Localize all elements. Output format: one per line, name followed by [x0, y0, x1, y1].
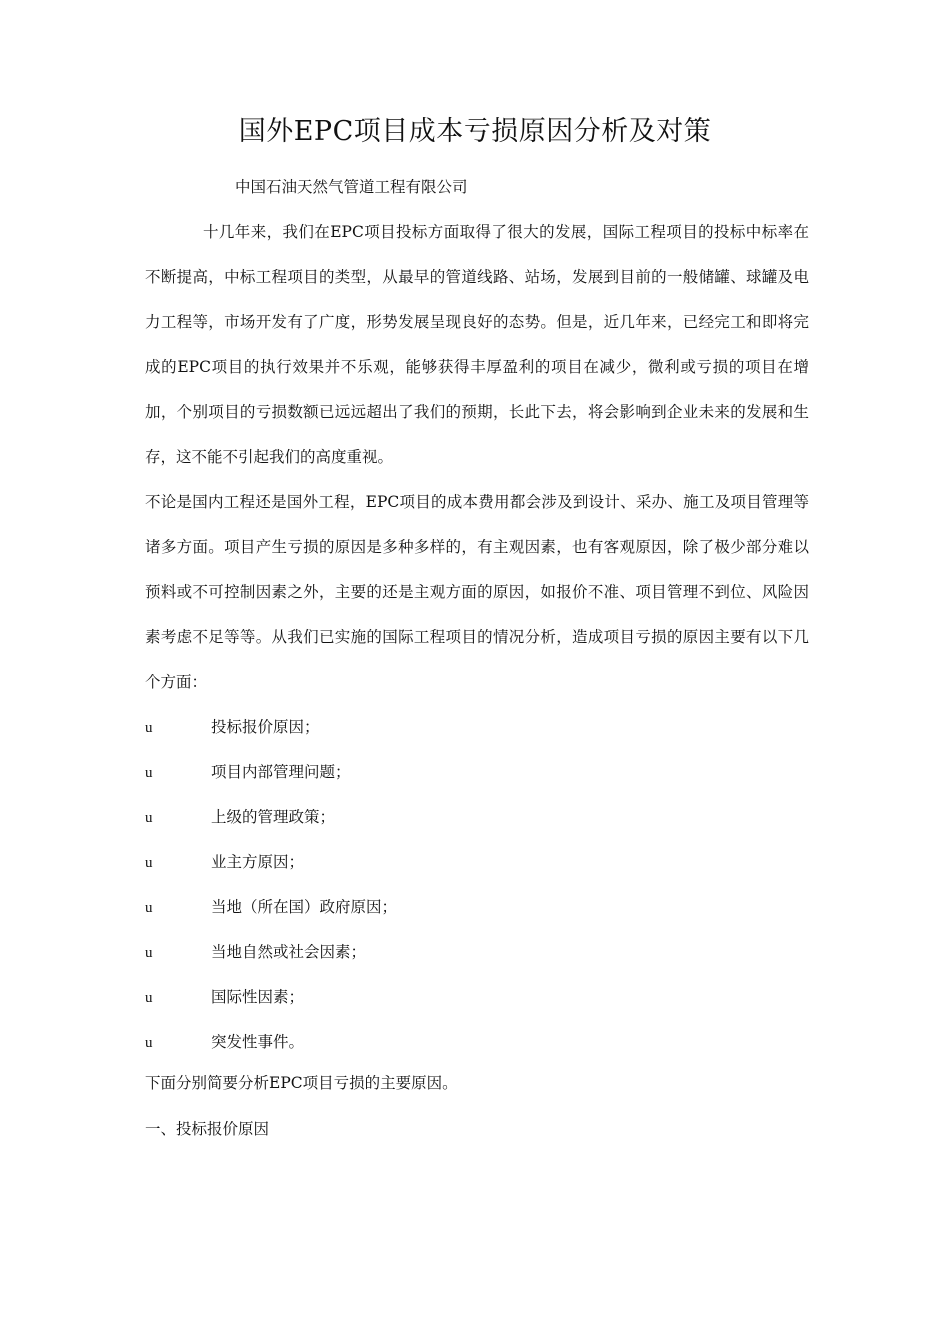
list-item-text: 当地自然或社会因素； [211, 943, 367, 961]
list-item [145, 885, 397, 930]
list-item [145, 750, 397, 795]
list-item [145, 705, 397, 750]
document-author: 中国石油天然气管道工程有限公司 [235, 178, 468, 196]
section-heading: 一、投标报价原因 [145, 1120, 270, 1138]
bullet-marker: u [145, 1035, 153, 1051]
list-item-text: 投标报价原因； [211, 718, 320, 736]
bullet-marker: u [145, 990, 153, 1006]
list-item-text: 当地（所在国）政府原因； [211, 898, 398, 916]
list-item-text: 突发性事件。 [211, 1033, 305, 1051]
bullet-marker: u [145, 900, 153, 916]
list-item [145, 795, 397, 840]
list-item-text: 项目内部管理问题； [211, 763, 351, 781]
list-item-text: 上级的管理政策； [211, 808, 336, 826]
list-item-text: 国际性因素； [211, 988, 305, 1006]
cause-list [145, 705, 397, 1065]
paragraph-causes: 不论是国内工程还是国外工程，EPC项目的成本费用都会涉及到设计、采办、施工及项目管理等诸多方面。项目产生亏损的原因是多种多样的，有主观因素，也有客观原因，除了极少部分难以预料或不可控制因素之外，主要的还是主观方面的原因，如报价不准、项目管理不到位、风险因素考虑不足等等。从我们已实施的国际工程项目的情况分析，造成项目亏损的原因主要有以下几个方面： [145, 493, 809, 691]
paragraph-intro: 十几年来，我们在EPC项目投标方面取得了很大的发展，国际工程项目的投标中标率在不断提高，中标工程项目的类型，从最早的管道线路、站场，发展到目前的一般储罐、球罐及电力工程等，市场开发有了广度，形势发展呈现良好的态势。但是，近几年来，已经完工和即将完成的EPC项目的执行效果并不乐观，能够获得丰厚盈利的项目在减少，微利或亏损的项目在增加，个别项目的亏损数额已远远超出了我们的预期，长此下去，将会影响到企业未来的发展和生存，这不能不引起我们的高度重视。 [145, 223, 809, 466]
bullet-marker: u [145, 945, 153, 961]
bullet-marker: u [145, 810, 153, 826]
bullet-marker: u [145, 720, 153, 736]
list-item [145, 840, 397, 885]
list-item-text: 业主方原因； [211, 853, 305, 871]
list-item [145, 1020, 397, 1065]
bullet-marker: u [145, 765, 153, 781]
list-item [145, 975, 397, 1020]
summary-text: 下面分别简要分析EPC项目亏损的主要原因。 [145, 1074, 458, 1092]
bullet-marker: u [145, 855, 153, 871]
list-item [145, 930, 397, 975]
document-title: 国外EPC项目成本亏损原因分析及对策 [238, 116, 712, 147]
